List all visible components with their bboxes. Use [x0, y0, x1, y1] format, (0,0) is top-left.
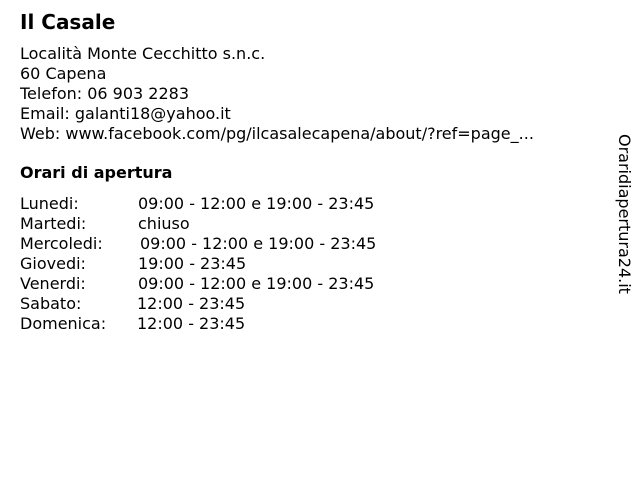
- watermark-text: Oraridiapertura24.it: [615, 134, 634, 294]
- hours-row-saturday: [20, 294, 376, 314]
- hours-row-friday: [20, 274, 376, 294]
- day-label: Lunedi:: [20, 194, 79, 213]
- time-value: 12:00 - 23:45: [137, 314, 246, 333]
- time-value: 09:00 - 12:00 e 19:00 - 23:45: [140, 234, 377, 253]
- street-address: Località Monte Cecchitto s.n.c.: [20, 44, 266, 63]
- hours-row-thursday: [20, 254, 376, 274]
- day-label: Mercoledi:: [20, 234, 103, 253]
- business-name: Il Casale: [20, 10, 116, 34]
- day-label: Giovedi:: [20, 254, 86, 273]
- time-value: 12:00 - 23:45: [137, 294, 246, 313]
- day-label: Sabato:: [20, 294, 82, 313]
- day-label: Venerdi:: [20, 274, 86, 293]
- email-address: Email: galanti18@yahoo.it: [20, 104, 231, 123]
- time-value: 09:00 - 12:00 e 19:00 - 23:45: [138, 194, 375, 213]
- opening-hours-heading: Orari di apertura: [20, 163, 173, 182]
- time-value: 09:00 - 12:00 e 19:00 - 23:45: [138, 274, 375, 293]
- time-value: 19:00 - 23:45: [138, 254, 247, 273]
- hours-row-wednesday: [20, 234, 376, 254]
- hours-row-tuesday: [20, 214, 376, 234]
- site-watermark: [612, 134, 636, 310]
- hours-row-monday: [20, 194, 376, 214]
- hours-row-sunday: [20, 314, 376, 334]
- opening-hours-table: [20, 194, 376, 334]
- contact-details: [20, 44, 534, 144]
- city: 60 Capena: [20, 64, 107, 83]
- phone-number: Telefon: 06 903 2283: [20, 84, 190, 103]
- website: Web: www.facebook.com/pg/ilcasalecapena/about/?ref=page_...: [20, 124, 534, 143]
- day-label: Martedi:: [20, 214, 87, 233]
- day-label: Domenica:: [20, 314, 107, 333]
- time-value: chiuso: [138, 214, 190, 233]
